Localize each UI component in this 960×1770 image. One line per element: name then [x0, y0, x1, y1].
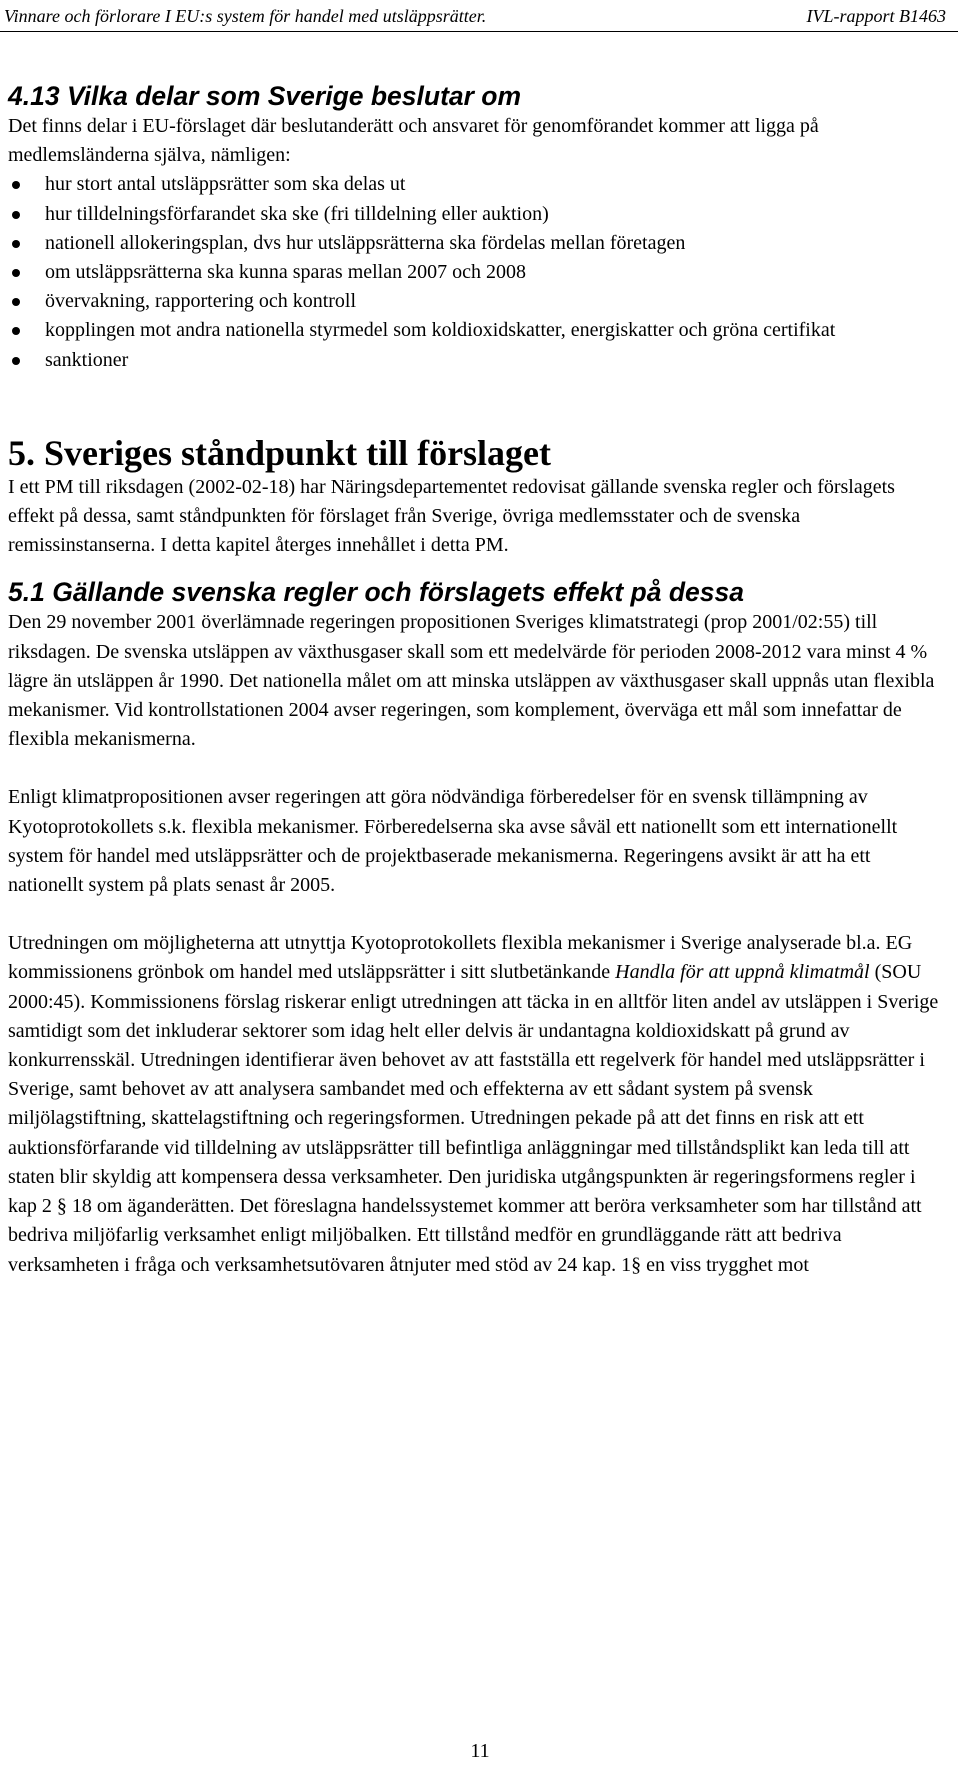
running-header: [0, 0, 960, 32]
section-sign: §: [56, 1195, 67, 1218]
section-5-text: I ett PM till riksdagen (2002-02-18) har Näringsdepartementet redovisat gällande svenska regler och förslagets effekt på dessa, samt ståndpunkten för förslaget från Sverige, övriga medlemsstater och de svenska remissinstanserna. I detta kapitel återges innehållet i detta PM.: [8, 475, 895, 557]
section-sign: §: [631, 1253, 642, 1276]
header-report-number: IVL-rapport B1463: [806, 6, 946, 26]
responsibility-list: [8, 170, 944, 374]
list-item: om utsläppsrätterna ska kunna sparas mellan 2007 och 2008: [8, 258, 944, 287]
bullet-icon: [12, 240, 20, 248]
section-5-1-heading: 5.1 Gällande svenska regler och förslagets effekt på dessa: [8, 577, 744, 608]
list-item: sanktioner: [8, 346, 944, 375]
bullet-icon: [12, 357, 20, 365]
list-item: hur stort antal utsläppsrätter som ska delas ut: [8, 170, 944, 199]
list-item: hur tilldelningsförfarandet ska ske (fri tilldelning eller auktion): [8, 200, 944, 229]
page-number: 11: [470, 1740, 490, 1762]
bullet-icon: [12, 298, 20, 306]
header-report-title: Vinnare och förlorare I EU:s system för handel med utsläppsrätter.: [4, 6, 487, 26]
section-5-1-paragraph-2: Enligt klimatpropositionen avser regeringen att göra nödvändiga förberedelser för en svensk tillämpning av Kyotoprotokollets s.k. flexibla mekanismer. Förberedelserna ska avse såväl ett nationellt som ett internationellt system för handel med utsläppsrätter och de projektbaserade mekanismerna. Regeringens avsikt är att ha ett nationellt system på plats senast år 2005.: [8, 786, 898, 897]
bullet-icon: [12, 211, 20, 219]
header-rule: [0, 31, 958, 32]
section-5-heading: 5. Sveriges ståndpunkt till förslaget: [8, 432, 552, 473]
list-item: kopplingen mot andra nationella styrmedel som koldioxidskatter, energiskatter och gröna certifikat: [8, 316, 944, 345]
bullet-icon: [12, 181, 20, 189]
list-item: nationell allokeringsplan, dvs hur utsläppsrätterna ska fördelas mellan företagen: [8, 229, 944, 258]
bullet-icon: [12, 269, 20, 277]
section-5-1-paragraph-3: Utredningen om möjligheterna att utnyttja Kyotoprotokollets flexibla mekanismer i Sverige analyserade bl.a. EG kommissionens grönbok om handel med utsläppsrätter i sitt slutbetänkande Handla för att uppnå klimatmål (SOU 2000:45). Kommissionens förslag riskerar enligt utredningen att täcka in en alltför liten andel av utsläppen i Sverige samtidigt som det inkluderar sektorer som idag helt eller delvis är undantagna koldioxidskatt på grund av konkurrensskäl. Utredningen identifierar även behovet av att fastställa ett regelverk för handel med utsläppsrätter i Sverige, samt behovet av att analysera sambandet med och effekterna av ett sådant system på svensk miljölagstiftning, skattelagstiftning och regeringsformen. Utredningen pekade på att det finns en risk att ett auktionsförfarande vid tilldelning av utsläppsrätter till befintliga anläggningar med tillståndsplikt kan leda till att staten blir skyldig att kompensera dessa verksamheter. Den juridiska utgångspunkten är regeringsformens regler i kap 2 § 18 om äganderätten. Det föreslagna handelssystemet kommer att beröra verksamheter som har tillstånd att bedriva miljöfarlig verksamhet enligt miljöbalken. Ett tillstånd medför en grundläggande rätt att bedriva verksamheten i fråga och verksamhetsutövaren åtnjuter med stöd av 24 kap. 1§ en viss trygghet mot: [8, 932, 939, 1276]
bullet-icon: [12, 327, 20, 335]
page-body: [8, 80, 944, 1280]
section-5-1-paragraph-1: Den 29 november 2001 överlämnade regeringen propositionen Sveriges klimatstrategi (prop 2001/02:55) till riksdagen. De svenska utsläppen av växthusgaser skall som ett medelvärde för perioden 2008-2012 vara minst 4 % lägre än utsläppen år 1990. Det nationella målet om att minska utsläppen av växthusgaser skall uppnås utan flexibla mekanismer. Vid kontrollstationen 2004 avser regeringen, som komplement, överväga ett mål som innefattar de flexibla mekanismerna.: [8, 611, 935, 751]
section-4-13-intro: Det finns delar i EU-förslaget där beslutanderätt och ansvaret för genomförandet kommer att ligga på medlemsländerna själva, nämligen:: [8, 115, 819, 167]
report-title-italic: Handla för att uppnå klimatmål: [615, 961, 870, 984]
section-4-13-heading: 4.13 Vilka delar som Sverige beslutar om: [8, 81, 522, 111]
list-item: övervakning, rapportering och kontroll: [8, 287, 944, 316]
